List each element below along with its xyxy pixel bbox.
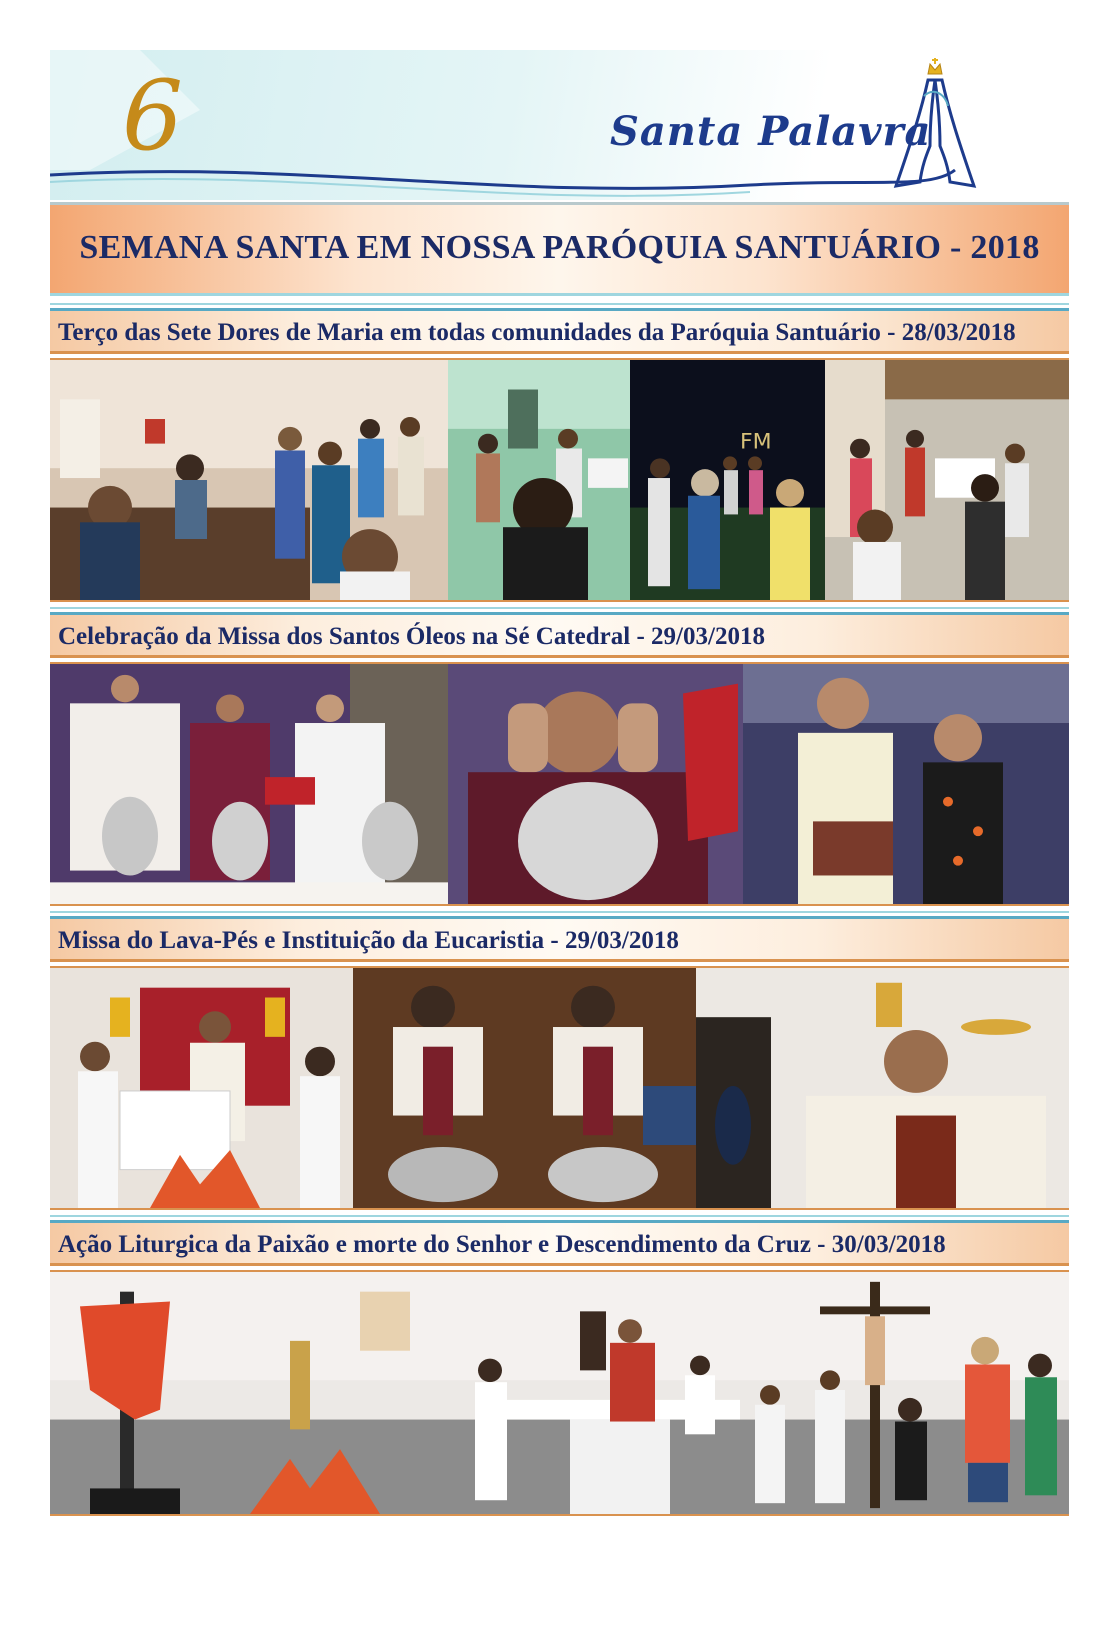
header [50,50,1069,200]
photo-eucharist-elevation [696,968,1069,1208]
photo-strip-2 [50,662,1069,906]
brand-title: Santa Palavra [610,108,932,155]
title-banner [50,202,1069,296]
photo-washing-feet-priest [353,968,696,1208]
section-banner-2 [50,612,1069,658]
photo-strip-3 [50,966,1069,1210]
photo-rosary-covered-patio [825,360,1069,600]
photo-chrism-bishop-blessing [448,664,743,904]
photo-rosary-night-outdoor [630,360,825,600]
newsletter-page [50,50,1069,1577]
photo-strip-1 [50,358,1069,602]
section-caption-3: Missa do Lava-Pés e Instituição da Eucaristia - 29/03/2018 [58,927,679,954]
photo-chrism-couple [743,664,1069,904]
section-caption-2: Celebração da Missa dos Santos Óleos na Sé Catedral - 29/03/2018 [58,623,765,650]
photo-strip-4 [50,1270,1069,1516]
section-banner-4 [50,1220,1069,1266]
photo-rosary-church-interior [50,360,448,600]
page-title: SEMANA SANTA EM NOSSA PARÓQUIA SANTUÁRIO - 2018 [79,229,1040,266]
photo-rosary-green-room [448,360,630,600]
photo-passion-liturgy-panorama [50,1272,1069,1514]
svg-text:FM: FM [740,429,772,455]
section-banner-1 [50,308,1069,354]
section-caption-1: Terço das Sete Dores de Maria em todas comunidades da Paróquia Santuário - 28/03/2018 [58,319,1016,346]
section-caption-4: Ação Liturgica da Paixão e morte do Senhor e Descendimento da Cruz - 30/03/2018 [58,1231,946,1258]
section-banner-3 [50,916,1069,962]
photo-washing-feet-altar [50,968,353,1208]
photo-chrism-bishops-altar [50,664,448,904]
issue-number: 6 [122,60,184,172]
our-lady-aparecida-crown-icon [890,56,980,196]
